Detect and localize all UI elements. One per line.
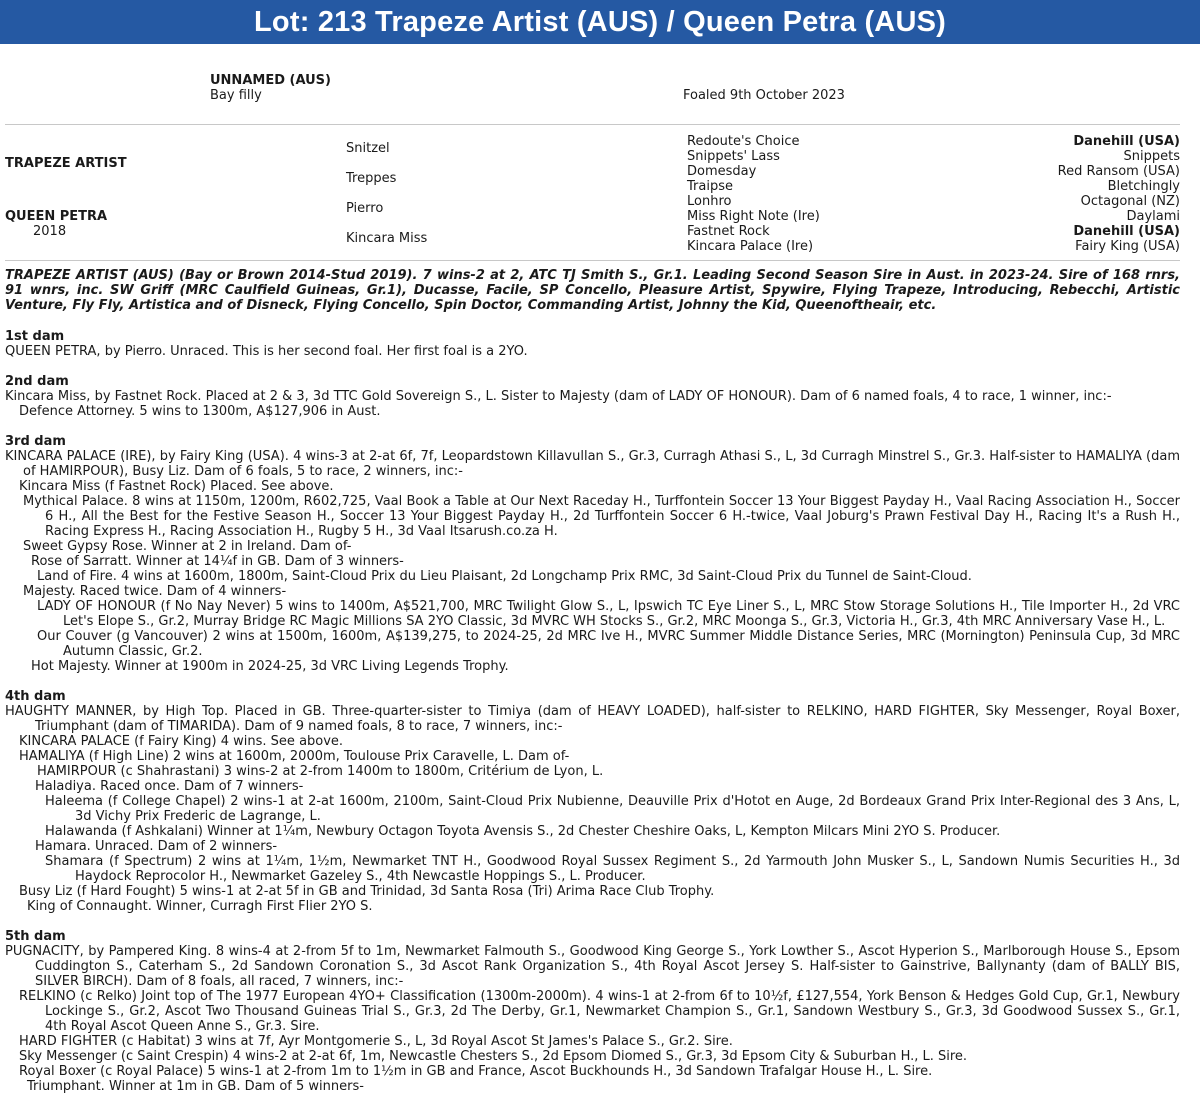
pedigree-sire: TRAPEZE ARTIST: [5, 156, 127, 171]
pedigree-gen2: Pierro: [346, 201, 384, 216]
family-line: Sweet Gypsy Rose. Winner at 2 in Ireland. Dam of-: [23, 539, 352, 554]
pedigree-gen3: Lonhro: [687, 194, 732, 209]
family-line: Shamara (f Spectrum) 2 wins at 1¼m, 1½m, Newmarket TNT H., Goodwood Royal Sussex Regiment S., 2d Yarmouth John Musker S., L, Sandown Numis Securities H., 3d Haydock Reprocolor H., Newmarket Gazeley S., 4th Newcastle Hoppings S., L. Producer.: [45, 854, 1180, 884]
pedigree-gen4: Danehill (USA): [1073, 134, 1180, 149]
horse-name: UNNAMED (AUS): [210, 73, 331, 88]
family-line: Majesty. Raced twice. Dam of 4 winners-: [23, 584, 287, 599]
family-line: Land of Fire. 4 wins at 1600m, 1800m, Saint-Cloud Prix du Lieu Plaisant, 2d Longchamp Prix RMC, 3d Saint-Cloud Prix du Tunnel de Saint-Cloud.: [37, 569, 972, 584]
family-line: Haladiya. Raced once. Dam of 7 winners-: [35, 779, 304, 794]
pedigree-gen3: Traipse: [687, 179, 733, 194]
pedigree-gen3: Snippets' Lass: [687, 149, 780, 164]
family-line: RELKINO (c Relko) Joint top of The 1977 European 4YO+ Classification (1300m-2000m). 4 wins-1 at 2-from 6f to 10½f, £127,554, York Benson & Hedges Gold Cup, Gr.1, Newbury Lockinge S., Gr.2, Ascot Two Thousand Guineas Trial S., Gr.3, 2d The Derby, Gr.1, Newmarket Champion S., Gr.1, Sandown Westbury S., Gr.3, 3d Goodwood Sussex S., Gr.1, 4th Royal Ascot Queen Anne S., Gr.3. Sire.: [19, 989, 1180, 1034]
divider: [5, 260, 1180, 261]
pedigree-gen3: Redoute's Choice: [687, 134, 800, 149]
lot-title-banner: [0, 0, 1200, 44]
family-line: KINCARA PALACE (f Fairy King) 4 wins. See above.: [19, 734, 344, 749]
pedigree-gen3: Fastnet Rock: [687, 224, 770, 239]
section-title: 5th dam: [5, 929, 66, 944]
family-line: HAMIRPOUR (c Shahrastani) 3 wins-2 at 2-from 1400m to 1800m, Critérium de Lyon, L.: [37, 764, 604, 779]
family-line: King of Connaught. Winner, Curragh First Flier 2YO S.: [27, 899, 373, 914]
pedigree-gen3: Domesday: [687, 164, 757, 179]
pedigree-gen3: Kincara Palace (Ire): [687, 239, 814, 254]
dam-section-3: [5, 434, 1180, 674]
pedigree-dam-year: 2018: [33, 224, 67, 239]
section-title: 1st dam: [5, 329, 65, 344]
horse-sex-color: Bay filly: [210, 88, 262, 103]
pedigree-gen4: Fairy King (USA): [1075, 239, 1180, 254]
family-line: Halawanda (f Ashkalani) Winner at 1¼m, Newbury Octagon Toyota Avensis S., 2d Chester Cheshire Oaks, L, Kempton Milcars Mini 2YO S. Producer.: [45, 824, 1001, 839]
lot-title: Lot: 213 Trapeze Artist (AUS) / Queen Petra (AUS): [254, 5, 946, 38]
family-line: Sky Messenger (c Saint Crespin) 4 wins-2 at 2-at 6f, 1m, Newcastle Chesters S., 2d Epsom Diomed S., Gr.3, 3d Epsom City & Suburban H., L. Sire.: [19, 1049, 968, 1064]
family-line: Busy Liz (f Hard Fought) 5 wins-1 at 2-at 5f in GB and Trinidad, 3d Santa Rosa (Tri) Arima Race Club Trophy.: [19, 884, 715, 899]
family-line: LADY OF HONOUR (f No Nay Never) 5 wins to 1400m, A$521,700, MRC Twilight Glow S., L, Ipswich TC Eye Liner S., L, MRC Stow Storage Solutions H., Tile Importer H., 2d VRC Let's Elope S., Gr.2, Murray Bridge RC Magic Millions SA 2YO Classic, 3d MVRC WH Stocks S., Gr.2, MRC Moonga S., Gr.3, Victoria H., Gr.3, 4th MRC Anniversary Vase H., L.: [37, 599, 1180, 629]
family-line: Triumphant. Winner at 1m in GB. Dam of 5 winners-: [27, 1079, 364, 1094]
family-line: HAMALIYA (f High Line) 2 wins at 1600m, 2000m, Toulouse Prix Caravelle, L. Dam of-: [19, 749, 570, 764]
pedigree-dam: QUEEN PETRA: [5, 209, 108, 224]
pedigree-gen4: Snippets: [1123, 149, 1180, 164]
family-line: HAUGHTY MANNER, by High Top. Placed in GB. Three-quarter-sister to Timiya (dam of HEAVY LOADED), half-sister to RELKINO, HARD FIGHTER, Sky Messenger, Royal Boxer, Triumphant (dam of TIMARIDA). Dam of 9 named foals, 8 to race, 7 winners, inc:-: [5, 704, 1180, 734]
section-title: 4th dam: [5, 689, 66, 704]
pedigree-gen4: Daylami: [1126, 209, 1180, 224]
family-line: KINCARA PALACE (IRE), by Fairy King (USA). 4 wins-3 at 2-at 6f, 7f, Leopardstown Killavullan S., Gr.3, Curragh Athasi S., L, 3d Curragh Minstrel S., Gr.3. Half-sister to HAMALIYA (dam of HAMIRPOUR), Busy Liz. Dam of 6 foals, 5 to race, 2 winners, inc:-: [5, 449, 1180, 479]
family-line: Defence Attorney. 5 wins to 1300m, A$127,906 in Aust.: [19, 404, 381, 419]
pedigree-gen4: Octagonal (NZ): [1080, 194, 1180, 209]
horse-header: [0, 44, 1200, 126]
family-line: Rose of Sarratt. Winner at 14¼f in GB. Dam of 3 winners-: [31, 554, 404, 569]
family-line: Royal Boxer (c Royal Palace) 5 wins-1 at 2-from 1m to 1½m in GB and France, Ascot Buckhounds H., 3d Sandown Trafalgar House H., L. Sire.: [19, 1064, 933, 1079]
pedigree-gen2: Kincara Miss: [346, 231, 428, 246]
family-line: Kincara Miss, by Fastnet Rock. Placed at 2 & 3, 3d TTC Gold Sovereign S., L. Sister to Majesty (dam of LADY OF HONOUR). Dam of 6 named foals, 4 to race, 1 winner, inc:-: [5, 389, 1112, 404]
pedigree-gen4: Danehill (USA): [1073, 224, 1180, 239]
family-line: HARD FIGHTER (c Habitat) 3 wins at 7f, Ayr Montgomerie S., L, 3d Royal Ascot St James's Palace S., Gr.2. Sire.: [19, 1034, 733, 1049]
pedigree-gen3: Miss Right Note (Ire): [687, 209, 820, 224]
family-line: Mythical Palace. 8 wins at 1150m, 1200m, R602,725, Vaal Book a Table at Our Next Raceday H., Turffontein Soccer 13 Your Biggest Payday H., Vaal Racing Association H., Soccer 6 H., All the Best for the Festive Season H., Soccer 13 Your Biggest Payday H., 2d Turffontein Soccer 6 H.-twice, Vaal Joburg's Prawn Festival Day H., Racing It's a Rush H., Racing Express H., Racing Association H., Rugby 5 H., 3d Vaal Itsarush.co.za H.: [23, 494, 1180, 539]
dam-section-4: [5, 689, 1180, 914]
family-line: Our Couver (g Vancouver) 2 wins at 1500m, 1600m, A$139,275, to 2024-25, 2d MRC Ive H., MVRC Summer Middle Distance Series, MRC (Mornington) Peninsula Cup, 3d MRC Autumn Classic, Gr.2.: [37, 629, 1180, 659]
family-line: Hot Majesty. Winner at 1900m in 2024-25, 3d VRC Living Legends Trophy.: [31, 659, 509, 674]
divider: [5, 124, 1180, 125]
pedigree-gen4: Red Ransom (USA): [1057, 164, 1180, 179]
pedigree-gen2: Treppes: [346, 171, 397, 186]
pedigree-gen4: Bletchingly: [1107, 179, 1180, 194]
foaled-date: Foaled 9th October 2023: [683, 88, 845, 103]
dam-section-2: [5, 374, 1180, 419]
family-line: Kincara Miss (f Fastnet Rock) Placed. See above.: [19, 479, 334, 494]
family-line: Haleema (f College Chapel) 2 wins-1 at 2-at 1600m, 2100m, Saint-Cloud Prix Nubienne, Deauville Prix d'Hotot en Auge, 2d Bordeaux Grand Prix Inter-Regional des 3 Ans, L, 3d Vichy Prix Frederic de Lagrange, L.: [45, 794, 1180, 824]
dam-section-1: [5, 329, 1180, 359]
family-record: [5, 329, 1180, 1109]
pedigree-table: [0, 126, 1200, 262]
sire-summary: TRAPEZE ARTIST (AUS) (Bay or Brown 2014-Stud 2019). 7 wins-2 at 2, ATC TJ Smith S., Gr.1. Leading Second Season Sire in Aust. in 2023-24. Sire of 168 rnrs, 91 wnrs, inc. SW Griff (MRC Caulfield Guineas, Gr.1), Ducasse, Facile, SP Concello, Pleasure Artist, Spywire, Flying Trapeze, Introducing, Rebecchi, Artistic Venture, Fly Fly, Artistica and of Disneck, Flying Concello, Spin Doctor, Commanding Artist, Johnny the Kid, Queenoftheair, etc.: [5, 268, 1180, 313]
family-line: QUEEN PETRA, by Pierro. Unraced. This is her second foal. Her first foal is a 2YO.: [5, 344, 528, 359]
section-title: 2nd dam: [5, 374, 69, 389]
section-title: 3rd dam: [5, 434, 66, 449]
dam-section-5: [5, 929, 1180, 1094]
pedigree-gen2: Snitzel: [346, 141, 390, 156]
family-line: Hamara. Unraced. Dam of 2 winners-: [35, 839, 278, 854]
family-line: PUGNACITY, by Pampered King. 8 wins-4 at 2-from 5f to 1m, Newmarket Falmouth S., Goodwood King George S., York Lowther S., Ascot Hyperion S., Marlborough House S., Epsom Cuddington S., Caterham S., 2d Sandown Coronation S., 3d Ascot Rank Organization S., 4th Royal Ascot Jersey S. Half-sister to Gainstrive, Ballynanty (dam of BALLY BIS, SILVER BIRCH). Dam of 8 foals, all raced, 7 winners, inc:-: [5, 944, 1180, 989]
